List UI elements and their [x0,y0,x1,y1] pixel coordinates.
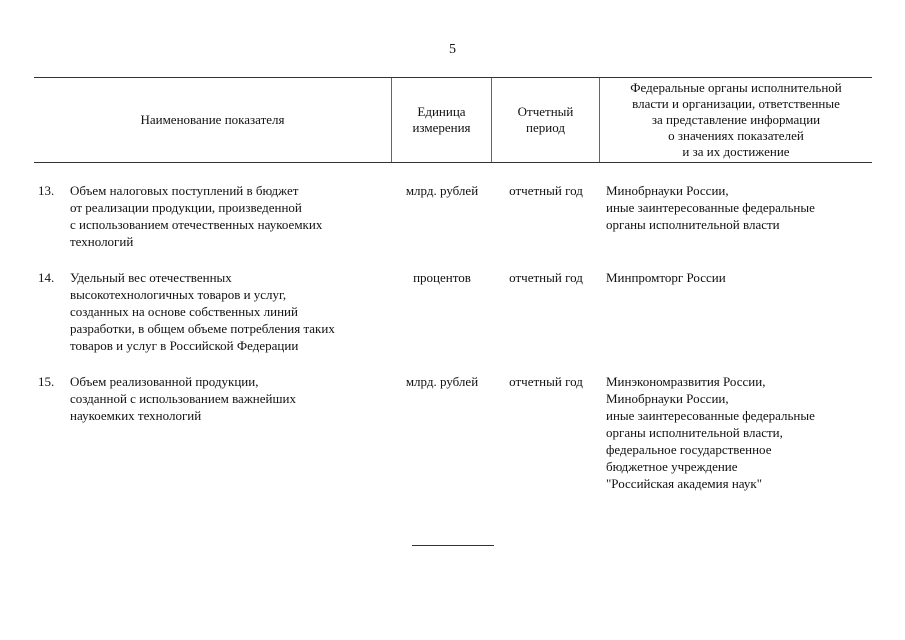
header-org: Федеральные органы исполнительной власти и организации, ответственные за представление информации о значениях показателей и за их достижение [630,80,842,159]
row-unit: млрд. рублей [405,374,479,389]
row-period: отчетный год [509,374,583,389]
row-organizations: Минэкономразвития России, Минобрнауки России, иные заинтересованные федеральные органы исполнительной власти, федеральное государственное бюджетное учреждение "Российская академия наук" [606,374,815,491]
end-divider [412,545,494,546]
header-period-cell [492,78,600,162]
row-indicator-name: Объем налоговых поступлений в бюджет от реализации продукции, произведенной с использованием отечественных наукоемких технологий [70,183,323,249]
row-period: отчетный год [509,183,583,198]
row-indicator-name: Объем реализованной продукции, созданной с использованием важнейших наукоемких технологий [70,374,296,423]
header-org-cell [600,78,872,162]
page-number: 5 [449,42,456,57]
row-unit: млрд. рублей [405,183,479,198]
row-unit: процентов [413,270,471,285]
row-number: 15. [38,374,55,389]
row-organizations: Минпромторг России [606,270,726,285]
header-unit-cell [392,78,492,162]
row-number: 13. [38,183,55,198]
row-period: отчетный год [509,270,583,285]
row-indicator-name: Удельный вес отечественных высокотехнологичных товаров и услуг, созданных на основе собственных линий разработки, в общем объеме потребления таких товаров и услуг в Российской Федерации [70,270,335,353]
header-unit: Единица измерения [412,104,471,135]
row-organizations: Минобрнауки России, иные заинтересованные федеральные органы исполнительной власти [606,183,815,232]
header-name-cell [34,78,392,162]
table-header [34,77,872,163]
header-name: Наименование показателя [140,112,285,127]
header-period: Отчетный период [517,104,574,135]
row-number: 14. [38,270,55,285]
